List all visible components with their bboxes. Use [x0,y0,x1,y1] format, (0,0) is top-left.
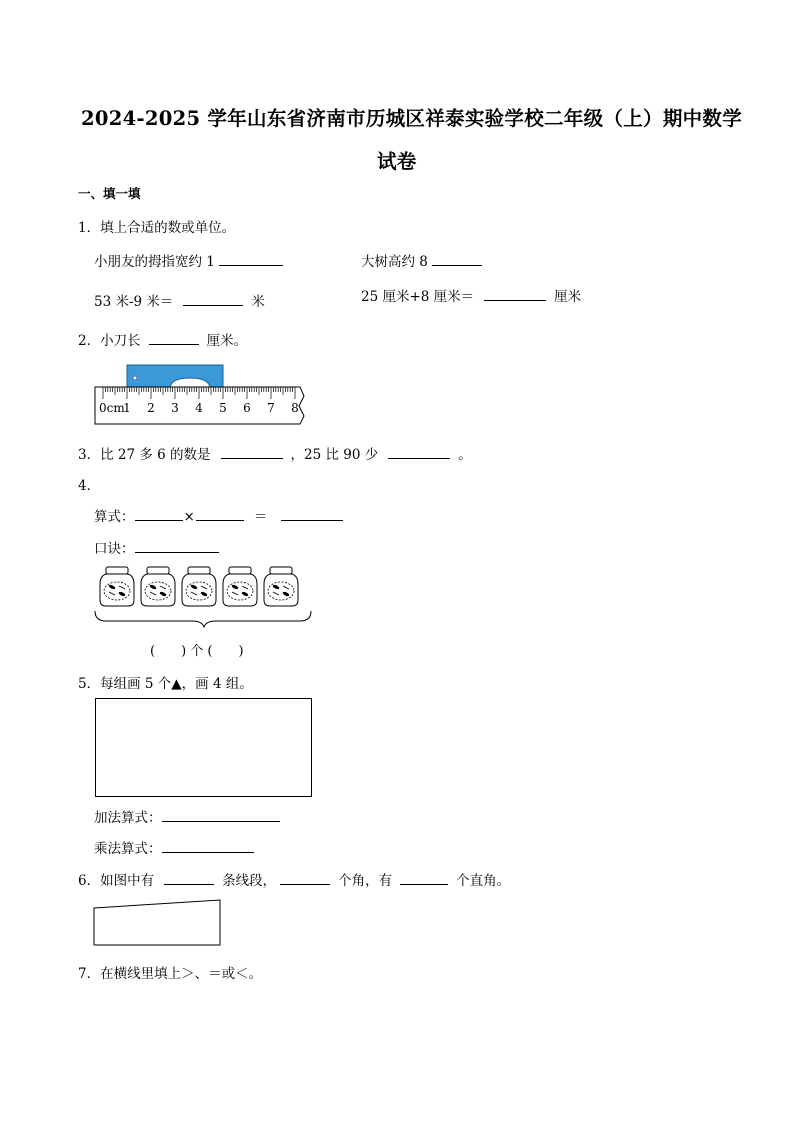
q6-text-4: 个直角。 [456,873,511,889]
rhyme-label: 口诀： [94,541,135,557]
equals-sign: ＝ [253,509,268,525]
answer-blank[interactable] [162,809,280,822]
q1-d-text: 25 厘米+8 厘米＝ [361,289,475,305]
question-number: 1． [78,220,101,236]
answer-blank[interactable] [432,253,482,266]
question-7 [78,962,262,982]
q1-b-text: 大树高约 8 [361,254,428,270]
question-4 [78,474,100,494]
add-label: 加法算式： [94,810,162,826]
question-2 [78,329,247,349]
question-number: 3． [78,447,101,463]
q3-text-1: 比 27 多 6 的数是 [100,447,211,463]
answer-blank[interactable] [149,332,199,345]
answer-blank[interactable] [196,508,244,521]
jar-icon [264,567,298,606]
brace-icon [95,611,311,627]
ruler-figure [90,360,310,428]
answer-blank[interactable] [164,872,214,885]
q5-add [94,806,284,826]
q6-text-2: 条线段， [222,873,277,889]
trapezoid-shape [94,900,220,945]
q7-text: 在横线里填上＞、＝或＜。 [100,966,263,982]
q1-c-text: 53 米-9 米＝ [94,294,174,310]
document-title-line2: 试卷 [377,150,417,173]
q3-text-3: 。 [458,447,472,463]
question-text: 填上合适的数或单位。 [100,220,236,236]
q1-c-unit: 米 [251,294,265,310]
answer-blank[interactable] [162,840,254,853]
trapezoid-figure [92,898,224,948]
answer-blank[interactable] [135,508,183,521]
ruler-label: 0cm [99,401,125,415]
ruler-label: 3 [171,401,179,415]
ruler-label: 7 [267,401,275,415]
q1-d-unit: 厘米 [554,289,582,305]
answer-blank[interactable] [281,508,343,521]
question-number: 5． [78,676,101,692]
answer-blank[interactable] [484,288,546,301]
q1-item-c [94,290,265,310]
ruler-label: 2 [147,401,155,415]
answer-blank[interactable] [388,446,450,459]
q2-text: 小刀长 [100,333,141,349]
drawing-box[interactable] [95,698,312,797]
answer-blank[interactable] [183,293,243,306]
answer-blank[interactable] [221,446,283,459]
q2-unit: 厘米。 [206,333,248,349]
q4-rhyme [94,537,223,557]
answer-blank[interactable] [219,253,283,266]
q5-mul [94,837,258,857]
answer-blank[interactable] [400,872,448,885]
question-number: 4． [78,478,101,494]
formula-label: 算式： [94,509,135,525]
q3-text-2: ，25 比 90 少 [290,447,379,463]
question-number: 7． [78,966,101,982]
q4-formula [94,505,347,525]
jar-icon [141,567,175,606]
jar-icon [223,567,257,606]
ruler-label: 5 [219,401,227,415]
ruler-label: 1 [123,401,131,415]
q1-item-b [361,250,486,270]
q5-text: 每组画 5 个▲，画 4 组。 [100,676,253,692]
ruler-label: 4 [195,401,203,415]
answer-blank[interactable] [280,872,330,885]
q1-item-d [361,285,581,305]
mul-label: 乘法算式： [94,841,162,857]
q1-a-text: 小朋友的拇指宽约 1 [94,254,215,270]
ruler-label: 6 [243,401,251,415]
ruler-label: 8 [291,401,299,415]
q4-caption: ( ) 个 ( ) [150,644,244,659]
section-heading: 一、填一填 [78,186,141,201]
q1-item-a [94,250,287,270]
jars-figure [92,564,316,628]
question-number: 2． [78,333,101,349]
question-1 [78,216,235,236]
jar-icon [182,567,216,606]
answer-blank[interactable] [135,540,219,553]
document-title-line1: 2024-2025 学年山东省济南市历城区祥泰实验学校二年级（上）期中数学 [81,107,743,130]
q6-text-3: 个角，有 [338,873,393,889]
question-5 [78,672,253,692]
q6-text-1: 如图中有 [100,873,155,889]
question-6 [78,869,510,889]
question-3 [78,443,472,463]
times-sign: × [183,509,195,525]
jar-icon [100,567,134,606]
question-number: 6． [78,873,101,889]
